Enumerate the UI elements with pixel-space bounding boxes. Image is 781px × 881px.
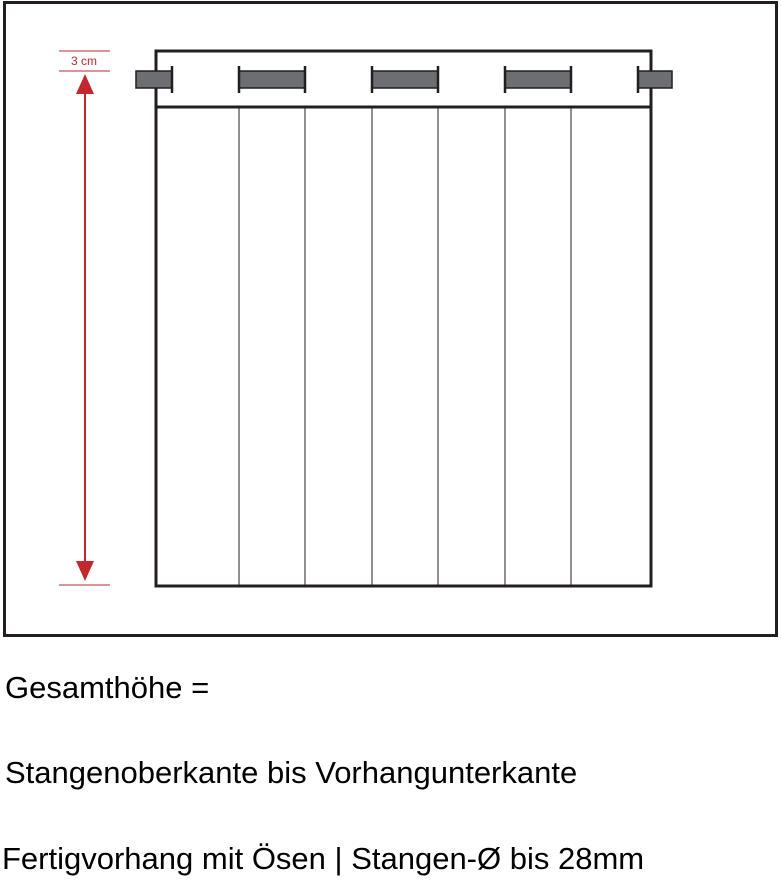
rod-segment [372,71,438,88]
rod-end-right [638,71,672,88]
caption-measure-definition: Stangenoberkante bis Vorhangunterkante [5,755,578,790]
caption-product-info: Fertigvorhang mit Ösen | Stangen-Ø bis 28mm [2,841,645,876]
rod-segment [505,71,571,88]
caption-total-height: Gesamthöhe = [5,670,210,705]
curtain-body [156,107,651,586]
measure-label: 3 cm [70,54,98,68]
rod-segment [239,71,305,88]
rod-end-left [136,71,172,88]
